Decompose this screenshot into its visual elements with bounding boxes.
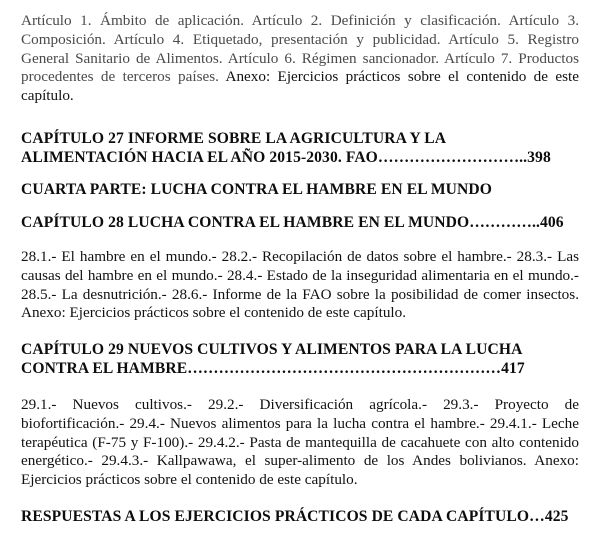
intro-paragraph xyxy=(21,12,579,106)
answers-heading: RESPUESTAS A LOS EJERCICIOS PRÁCTICOS DE CADA CAPÍTULO…425 xyxy=(21,508,569,525)
chapter-28-heading: CAPÍTULO 28 LUCHA CONTRA EL HAMBRE EN EL MUNDO…………..406 xyxy=(21,214,564,231)
part-4-heading: CUARTA PARTE: LUCHA CONTRA EL HAMBRE EN EL MUNDO xyxy=(21,181,492,198)
chapter-29-contents: 29.1.- Nuevos cultivos.- 29.2.- Diversificación agrícola.- 29.3.- Proyecto de biofortificación.- 29.4.- Nuevos alimentos para la lucha contra el hambre.- 29.4.1.- Leche terapéutica (F-75 y F-100).- 29.4.2.- Pasta de mantequilla de cacahuete con alto contenido energético.- 29.4.3.- Kallpawawa, el super-alimento de los Andes bolivianos. Anexo: Ejercicios prácticos sobre el contenido de este capítulo. xyxy=(21,396,579,489)
chapter-28-contents: 28.1.- El hambre en el mundo.- 28.2.- Recopilación de datos sobre el hambre.- 28.3.- Las causas del hambre en el mundo.- 28.4.- Estado de la inseguridad alimentaria en el mundo.- 28.5.- La desnutrición.- 28.6.- Informe de la FAO sobre la posibilidad de comer insectos. Anexo: Ejercicios prácticos sobre el contenido de este capítulo. xyxy=(21,248,579,322)
chapter-29-title-line-1: CAPÍTULO 29 NUEVOS CULTIVOS Y ALIMENTOS PARA LA LUCHA xyxy=(21,341,523,358)
chapter-27-title-line-2: ALIMENTACIÓN HACIA EL AÑO 2015-2030. FAO………………………..398 xyxy=(21,148,551,166)
chapter-29-title-line-2: CONTRA EL HAMBRE……………………………………………………417 xyxy=(21,359,525,377)
intro-articles-text: Artículo 1. Ámbito de aplicación. Artículo 2. Definición y clasificación. Artículo 3. Composición. Artículo 4. Etiquetado, presentación y publicidad. Artículo 5. Registro General Sanitario de Alimentos. Artículo 6. Régimen sancionador. Artículo 7. Productos procedentes de terceros países. xyxy=(21,12,579,86)
chapter-27-title-line-1: CAPÍTULO 27 INFORME SOBRE LA AGRICULTURA Y LA xyxy=(21,130,447,147)
chapter-29-heading xyxy=(21,341,581,378)
intro-annex-text: Anexo: Ejercicios prácticos sobre el contenido de este capítulo. xyxy=(21,68,579,105)
chapter-27-heading xyxy=(21,130,581,167)
